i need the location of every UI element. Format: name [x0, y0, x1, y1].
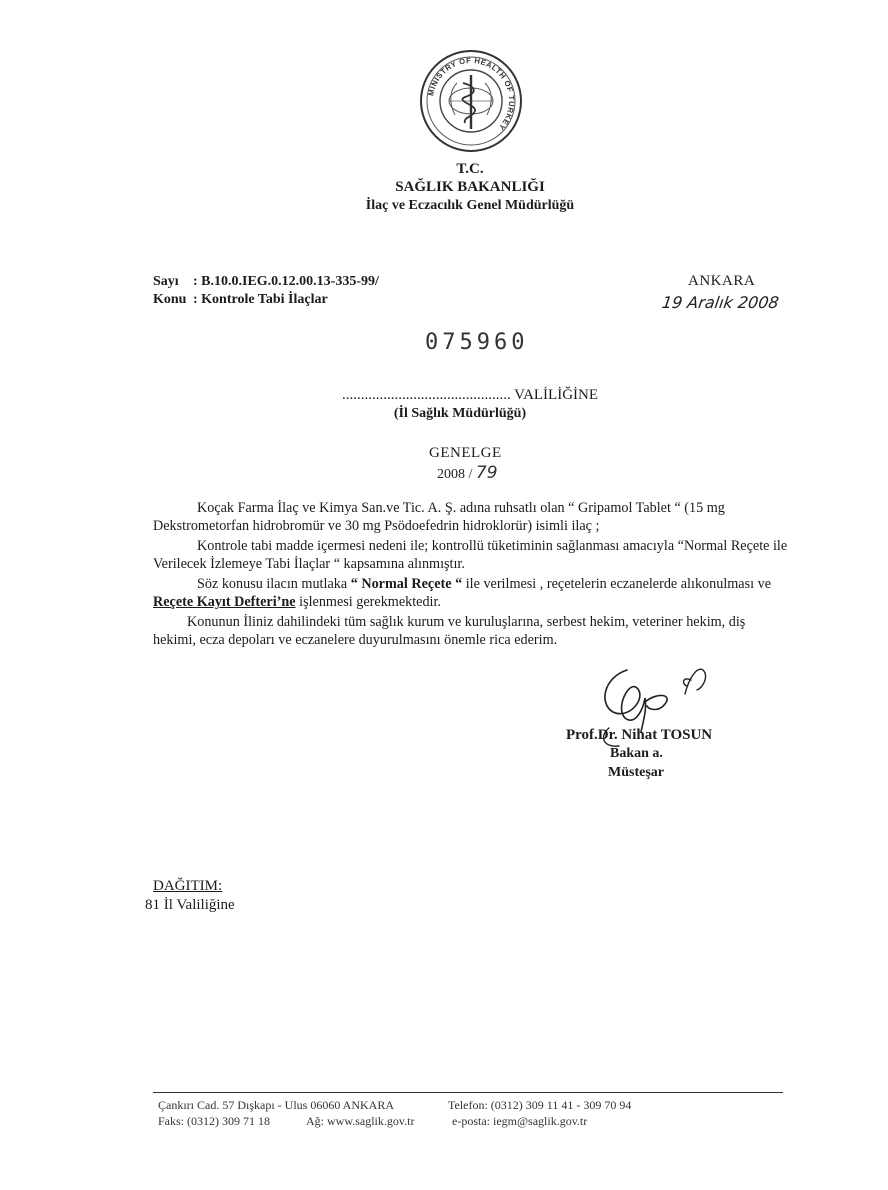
header-directorate: İlaç ve Eczacılık Genel Müdürlüğü: [365, 198, 575, 213]
incoming-stamp-number: 075960: [425, 330, 529, 355]
distribution-item: 81 İl Valiliğine: [145, 897, 235, 913]
p3-text-c: ile verilmesi , reçetelerin eczanelerde alıkonulması ve: [465, 576, 771, 592]
reference-konu: [153, 291, 483, 308]
ministry-seal-icon: [415, 45, 527, 157]
body-paragraph-2: Kontrole tabi madde içermesi nedeni ile; kontrollü tüketiminin sağlanması amacıyla “Normal Reçete ile Verilecek İzlemeye Tabi İlaçlar “ kapsamına alınmıştır.: [153, 538, 788, 572]
p3-text-a: Söz konusu ilacın mutlaka: [197, 576, 348, 592]
konu-label: Konu: [153, 292, 187, 307]
circular-year: 2008 /: [437, 467, 473, 482]
sayi-value: : B.10.0.IEG.0.12.00.13-335-99/: [193, 274, 379, 289]
konu-value: : Kontrole Tabi İlaçlar: [193, 292, 328, 307]
body-paragraph-4: Konunun İliniz dahilindeki tüm sağlık kurum ve kuruluşlarına, serbest hekim, veteriner hekim, diş hekimi, ecza depoları ve eczanelere duyurulmasını önemle rica ederim.: [153, 614, 746, 648]
signatory-role-2: Müsteşar: [608, 765, 664, 780]
distribution-label: DAĞITIM:: [153, 878, 223, 894]
p3-text-e: işlenmesi gerekmektedir.: [299, 594, 441, 610]
p3-normal-recete: “ Normal Reçete “: [350, 576, 463, 592]
footer-fax: Faks: (0312) 309 71 18: [158, 1114, 270, 1128]
circular-number: [437, 463, 498, 483]
reference-city: ANKARA: [688, 273, 756, 289]
svg-text:MINISTRY OF HEALTH OF TURKEY: MINISTRY OF HEALTH OF TURKEY: [426, 55, 517, 133]
sayi-label: Sayı: [153, 274, 179, 289]
signatory-role-1: Bakan a.: [610, 746, 663, 761]
header-tc: T.C.: [456, 161, 484, 177]
circular-title: GENELGE: [429, 445, 502, 461]
addressee-sub: (İl Sağlık Müdürlüğü): [393, 406, 527, 421]
body-paragraph-1: Koçak Farma İlaç ve Kimya San.ve Tic. A. Ş. adına ruhsatlı olan “ Gripamol Tablet “ (15 mg Dekstrometorfan hidrobromür ve 30 mg Psödoefedrin hidroklorür) isimli ilaç ;: [153, 500, 725, 534]
footer-web: Ağ: www.saglik.gov.tr: [306, 1114, 415, 1128]
p3-recete-kayit-defteri: Reçete Kayıt Defteri’ne: [153, 594, 296, 610]
footer-email: e-posta: iegm@saglik.gov.tr: [452, 1114, 588, 1128]
header-ministry: SAĞLIK BAKANLIĞI: [395, 179, 545, 195]
circular-handwritten-number: 79: [475, 463, 498, 483]
footer-divider: [153, 1092, 783, 1093]
addressee-line: ............................................. VALİLİĞİNE: [341, 387, 599, 403]
footer-phone: Telefon: (0312) 309 11 41 - 309 70 94: [448, 1098, 632, 1112]
footer-address: Çankırı Cad. 57 Dışkapı - Ulus 06060 ANKARA: [158, 1098, 394, 1112]
reference-sayi: [153, 273, 483, 290]
signatory-name: Prof.Dr. Nihat TOSUN: [566, 727, 713, 743]
body-paragraph-3: [153, 575, 788, 611]
reference-date-stamp: 19 Aralık 2008: [660, 293, 781, 312]
